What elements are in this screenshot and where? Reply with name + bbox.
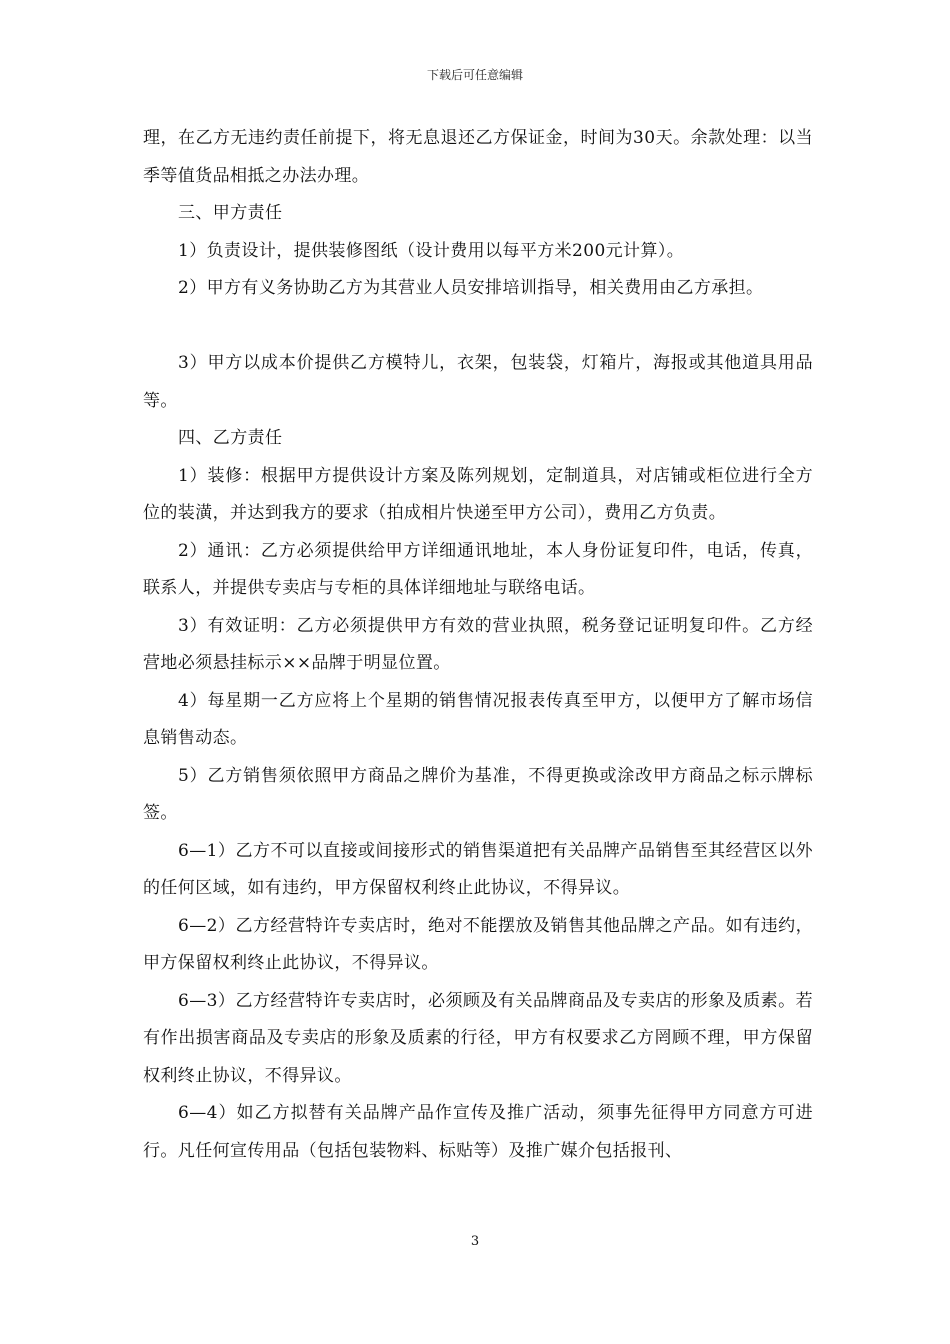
party-b-item-6-2: 6—2）乙方经营特许专卖店时，绝对不能摆放及销售其他品牌之产品。如有违约，甲方保留权利终止此协议，不得异议。 [143, 915, 813, 973]
party-b-item-3: 3）有效证明：乙方必须提供甲方有效的营业执照，税务登记证明复印件。乙方经营地必须悬挂标示××品牌于明显位置。 [143, 615, 813, 673]
party-a-item-3: 3）甲方以成本价提供乙方模特儿，衣架，包装袋，灯箱片，海报或其他道具用品等。 [143, 353, 813, 411]
party-b-item-4: 4）每星期一乙方应将上个星期的销售情况报表传真至甲方，以便甲方了解市场信息销售动态。 [143, 690, 813, 748]
party-a-item-1: 1）负责设计，提供装修图纸（设计费用以每平方米200元计算）。 [178, 240, 685, 261]
party-b-item-6-1: 6—1）乙方不可以直接或间接形式的销售渠道把有关品牌产品销售至其经营区以外的任何区域，如有违约，甲方保留权利终止此协议，不得异议。 [143, 840, 813, 898]
page-header: 下载后可任意编辑 [426, 68, 523, 82]
document-body [143, 120, 813, 1170]
party-b-item-1: 1）装修：根据甲方提供设计方案及陈列规划，定制道具，对店铺或柜位进行全方位的装潢，并达到我方的要求（拍成相片快递至甲方公司），费用乙方负责。 [143, 465, 813, 523]
section-heading-party-b: 四、乙方责任 [178, 428, 283, 448]
page-number: 3 [470, 1234, 480, 1249]
party-b-item-5: 5）乙方销售须依照甲方商品之牌价为基准，不得更换或涂改甲方商品之标示牌标签。 [143, 765, 813, 823]
party-b-item-6-4: 6—4）如乙方拟替有关品牌产品作宣传及推广活动，须事先征得甲方同意方可进行。凡任何宣传用品（包括包装物料、标贴等）及推广媒介包括报刊、 [143, 1103, 813, 1161]
party-a-item-2: 2）甲方有义务协助乙方为其营业人员安排培训指导，相关费用由乙方承担。 [178, 278, 764, 298]
paragraph-continuation: 理，在乙方无违约责任前提下，将无息退还乙方保证金，时间为30天。余款处理：以当季等值货品相抵之办法办理。 [143, 128, 813, 186]
party-b-item-6-3: 6—3）乙方经营特许专卖店时，必须顾及有关品牌商品及专卖店的形象及质素。若有作出损害商品及专卖店的形象及质素的行径，甲方有权要求乙方罔顾不理，甲方保留权利终止协议，不得异议。 [143, 990, 813, 1086]
section-heading-party-a: 三、甲方责任 [178, 203, 283, 223]
party-b-item-2: 2）通讯：乙方必须提供给甲方详细通讯地址，本人身份证复印件，电话，传真，联系人，并提供专卖店与专柜的具体详细地址与联络电话。 [143, 540, 813, 598]
